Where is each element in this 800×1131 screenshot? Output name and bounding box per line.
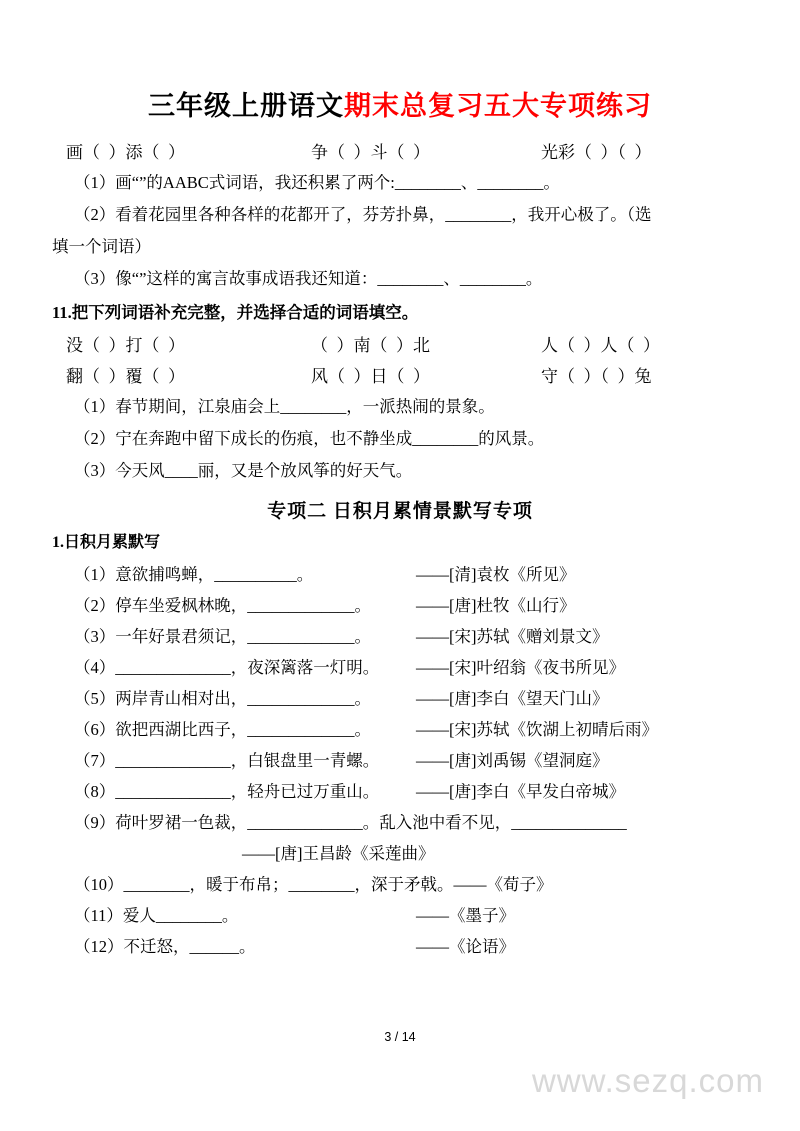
poem-question: （4）______________，夜深篱落一灯明。 bbox=[74, 658, 380, 677]
poem-source: ——[唐]刘禹锡《望洞庭》 bbox=[416, 751, 609, 770]
poem-question: （9）荷叶罗裙一色裁，______________。乱入池中看不见，______________ bbox=[74, 813, 627, 832]
idiom-1-1: 没（ ）打（ ） bbox=[66, 336, 185, 355]
poem-source: ——[唐]李白《望天门山》 bbox=[416, 689, 609, 708]
poem-row bbox=[52, 900, 748, 931]
sub-heading: 1.日积月累默写 bbox=[52, 534, 161, 551]
poem-row bbox=[52, 683, 748, 714]
poem-source: ——[宋]叶绍翁《夜书所见》 bbox=[416, 658, 625, 677]
question-2-line2: 填一个词语） bbox=[52, 237, 151, 256]
top-idiom-1: 画（ ）添（ ） bbox=[66, 143, 185, 162]
poem-source: ——[唐]李白《早发白帝城》 bbox=[416, 782, 625, 801]
poem-question: （5）两岸青山相对出，_____________。 bbox=[74, 689, 371, 708]
poem-question: （3）一年好景君须记，_____________。 bbox=[74, 627, 371, 646]
poem-source: ——《墨子》 bbox=[416, 906, 515, 925]
poem-row bbox=[52, 776, 748, 807]
idiom-row-2 bbox=[52, 361, 748, 392]
poem-row bbox=[52, 745, 748, 776]
fill-item-3: （3）今天风____丽，又是个放风筝的好天气。 bbox=[74, 461, 413, 480]
poem-row bbox=[52, 590, 748, 621]
page-number: 3 / 14 bbox=[384, 1030, 416, 1044]
idiom-1-3: 人（ ）人（ ） bbox=[541, 336, 660, 355]
poem-row bbox=[52, 714, 748, 745]
poem-question: （12）不迁怒，______。 bbox=[74, 937, 256, 956]
poem-row bbox=[52, 621, 748, 652]
poem-row bbox=[52, 869, 748, 900]
poem-row bbox=[52, 931, 748, 962]
top-idiom-3: 光彩（ ）（ ） bbox=[541, 143, 652, 162]
question-2-line1: （2）看着花园里各种各样的花都开了，芬芳扑鼻，________，我开心极了。（选 bbox=[74, 205, 652, 224]
idiom-2-1: 翻（ ）覆（ ） bbox=[66, 367, 185, 386]
poem-source: ——[唐]王昌龄《采莲曲》 bbox=[242, 844, 435, 863]
poem-question: （7）______________，白银盘里一青螺。 bbox=[74, 751, 380, 770]
poem-row bbox=[52, 652, 748, 683]
section-heading: 专项二 日积月累情景默写专项 bbox=[267, 501, 533, 522]
page-title-black: 三年级上册语文 bbox=[148, 91, 344, 121]
fill-item-1: （1）春节期间，江泉庙会上________，一派热闹的景象。 bbox=[74, 397, 495, 416]
page-title-red: 期末总复习五大专项练习 bbox=[344, 91, 652, 121]
poem-question: （10）________，暖于布帛；________，深于矛戟。——《荀子》 bbox=[74, 875, 553, 894]
question-1: （1）画“”的AABC式词语，我还积累了两个:________、________。 bbox=[74, 173, 560, 192]
poem-question: （6）欲把西湖比西子，_____________。 bbox=[74, 720, 371, 739]
idiom-1-2: （ ）南（ ）北 bbox=[311, 336, 430, 355]
poem-question: （11）爱人________。 bbox=[74, 906, 239, 925]
poem-source: ——[宋]苏轼《赠刘景文》 bbox=[416, 627, 609, 646]
idiom-row-1 bbox=[52, 330, 748, 361]
poem-question: （2）停车坐爱枫林晚，_____________。 bbox=[74, 596, 371, 615]
poem-row bbox=[52, 807, 748, 838]
poem-source: ——《论语》 bbox=[416, 937, 515, 956]
poem-source: ——[唐]杜牧《山行》 bbox=[416, 596, 576, 615]
poem-row bbox=[52, 559, 748, 590]
watermark: www.sezq.com bbox=[531, 1062, 764, 1099]
idiom-2-2: 风（ ）日（ ） bbox=[311, 367, 430, 386]
page-title bbox=[52, 84, 748, 123]
fill-item-2: （2）宁在奔跑中留下成长的伤痕，也不静坐成________的风景。 bbox=[74, 429, 545, 448]
poem-source: ——[宋]苏轼《饮湖上初晴后雨》 bbox=[416, 720, 658, 739]
idiom-2-3: 守（ ）（ ）兔 bbox=[541, 367, 652, 386]
top-idiom-row bbox=[52, 137, 748, 168]
poem-source-row bbox=[52, 838, 748, 869]
poem-source: ——[清]袁枚《所见》 bbox=[416, 565, 576, 584]
top-idiom-2: 争（ ）斗（ ） bbox=[311, 143, 430, 162]
question-3: （3）像“”这样的寓言故事成语我还知道：________、________。 bbox=[74, 269, 543, 288]
item-11-heading: 11.把下列词语补充完整，并选择合适的词语填空。 bbox=[52, 303, 419, 322]
poem-question: （1）意欲捕鸣蝉，__________。 bbox=[74, 565, 314, 584]
poem-question: （8）______________，轻舟已过万重山。 bbox=[74, 782, 380, 801]
